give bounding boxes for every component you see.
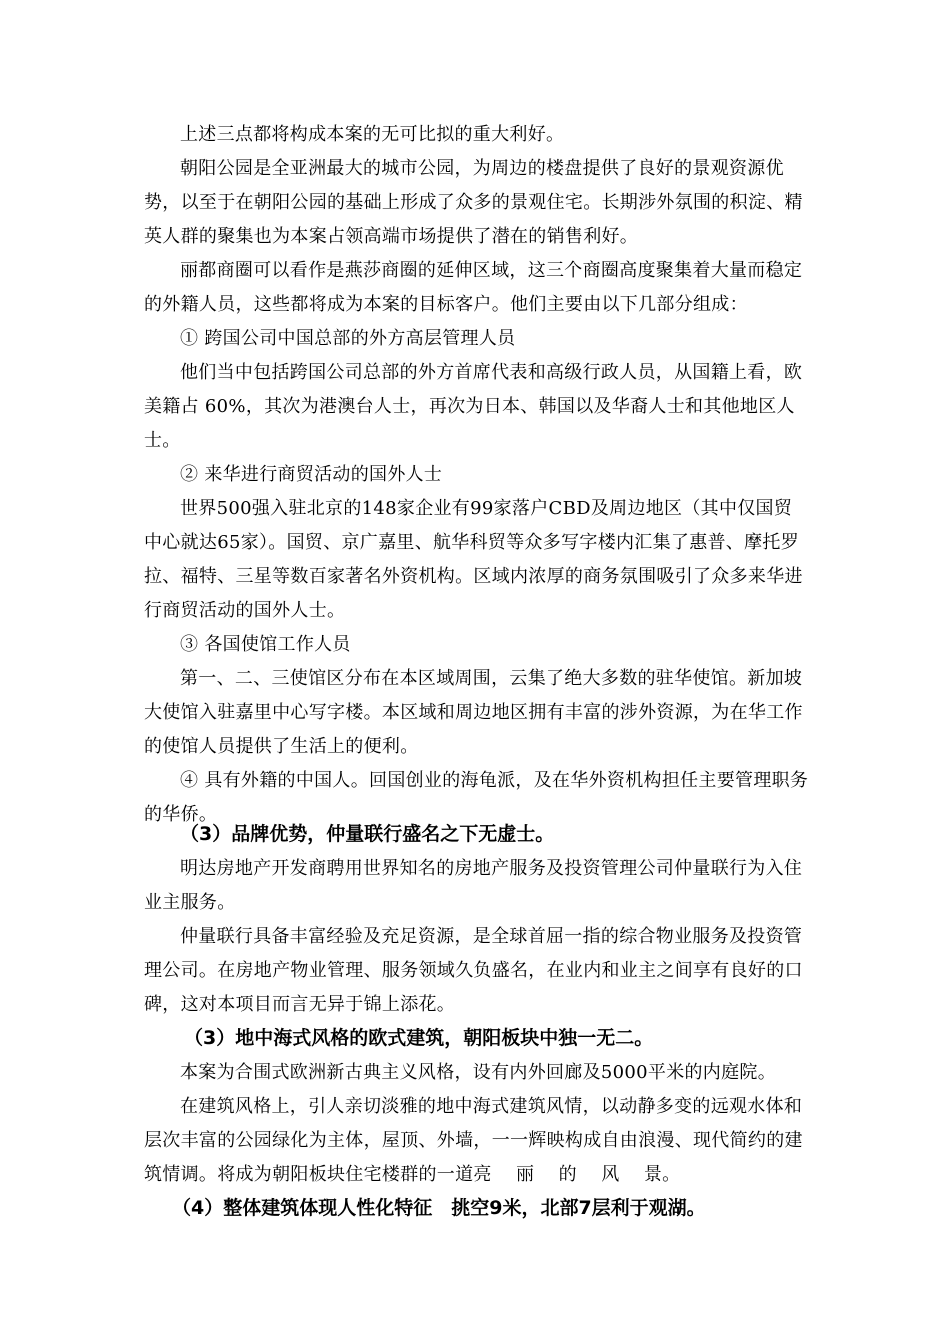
list-item-1: ① 跨国公司中国总部的外方高层管理人员 — [180, 328, 516, 349]
paragraph-neoclassical: 本案为合围式欧洲新古典主义风格，设有内外回廊及5000平米的内庭院。 — [180, 1062, 777, 1083]
heading-humanized-design: （4）整体建筑体现人性化特征 挑空9米，北部7层利于观湖。 — [172, 1197, 706, 1219]
list-item-3: ③ 各国使馆工作人员 — [180, 634, 351, 655]
paragraph-embassies: 第一、二、三使馆区分布在本区域周围，云集了绝大多数的驻华使馆。新加坡大使馆入驻嘉里中心写字楼。本区域和周边地区拥有丰富的涉外资源，为在华工作的使馆人员提供了生活上的便利。 — [144, 668, 803, 757]
list-item-2: ② 来华进行商贸活动的国外人士 — [180, 464, 443, 485]
paragraph-chaoyang-park: 朝阳公园是全亚洲最大的城市公园，为周边的楼盘提供了良好的景观资源优势，以至于在朝阳公园的基础上形成了众多的景观住宅。长期涉外氛围的积淀、精英人群的聚集也为本案占领高端市场提供了潜在的销售利好。 — [144, 158, 803, 247]
paragraph-fortune500: 世界500强入驻北京的148家企业有99家落户CBD及周边地区（其中仅国贸中心就达65家）。国贸、京广嘉里、航华科贸等众多写字楼内汇集了惠普、摩托罗拉、福特、三星等数百家著名外资机构。区域内浓厚的商务氛围吸引了众多来华进行商贸活动的国外人士。 — [144, 498, 803, 621]
paragraph-jll: 仲量联行具备丰富经验及充足资源，是全球首屈一指的综合物业服务及投资管理公司。在房地产物业管理、服务领域久负盛名，在业内和业主之间享有良好的口碑，这对本项目而言无异于锦上添花。 — [144, 926, 803, 1015]
paragraph-mingda-developer: 明达房地产开发商聘用世界知名的房地产服务及投资管理公司仲量联行为入住业主服务。 — [144, 858, 803, 913]
paragraph-architecture-style: 在建筑风格上，引人亲切淡雅的地中海式建筑风情，以动静多变的远观水体和层次丰富的公园绿化为主体，屋顶、外墙，一一辉映构成自由浪漫、现代简约的建筑情调。将成为朝阳板块住宅楼群的一道亮 丽 的 风 景。 — [144, 1096, 803, 1185]
paragraph-intro: 上述三点都将构成本案的无可比拟的重大利好。 — [180, 124, 565, 145]
heading-brand-advantage: （3）品牌优势，仲量联行盛名之下无虚士。 — [180, 823, 555, 845]
heading-mediterranean-style: （3）地中海式风格的欧式建筑，朝阳板块中独一无二。 — [184, 1027, 654, 1049]
paragraph-executives: 他们当中包括跨国公司总部的外方首席代表和高级行政人员，从国籍上看，欧美籍占 60%，其次为港澳台人士，再次为日本、韩国以及华裔人士和其他地区人士。 — [144, 362, 803, 451]
list-item-4: ④ 具有外籍的中国人。回国创业的海龟派，及在华外资机构担任主要管理职务的华侨。 — [144, 770, 809, 825]
paragraph-lidu-district: 丽都商圈可以看作是燕莎商圈的延伸区域，这三个商圈高度聚集着大量而稳定的外籍人员，这些都将成为本案的目标客户。他们主要由以下几部分组成： — [144, 260, 803, 315]
